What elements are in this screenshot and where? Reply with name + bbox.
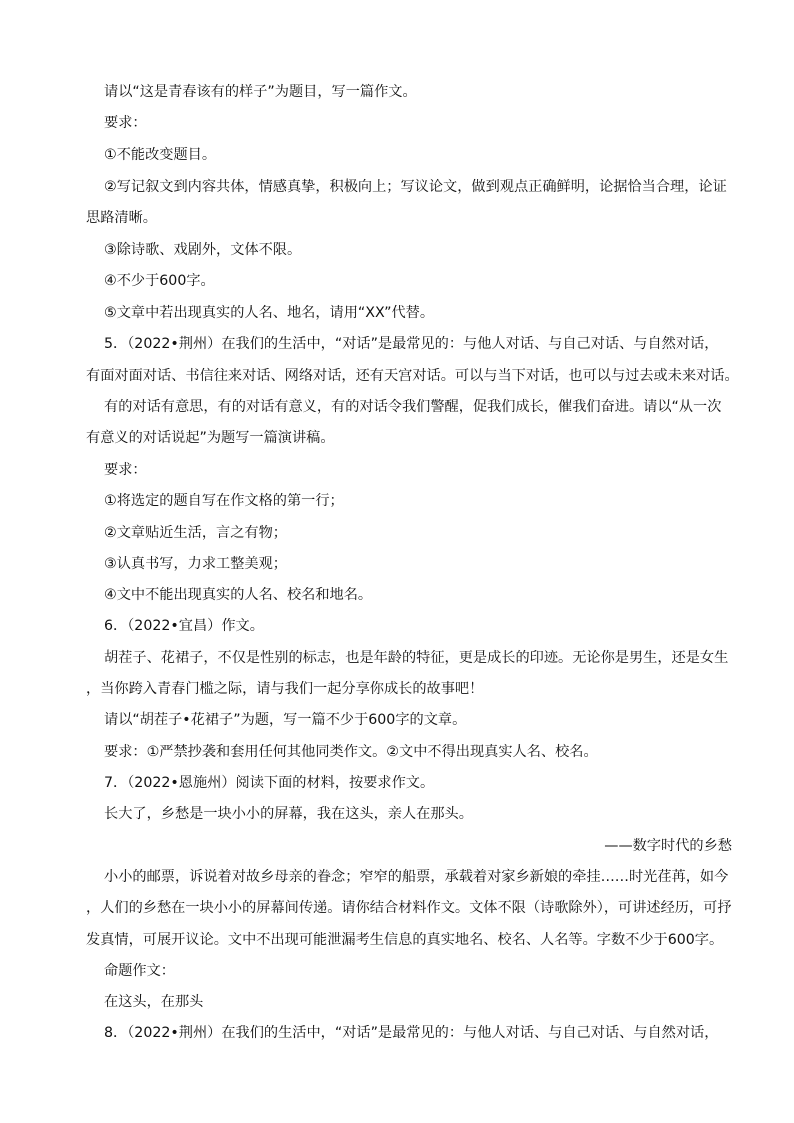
question-6-line: 请以“胡茬子•花裙子”为题，写一篇不少于600字的文章。 [104,712,467,728]
material-source: ——数字时代的乡愁 [604,838,732,854]
question-7-line: 小小的邮票，诉说着对故乡母亲的眷念；窄窄的船票，承载着对家乡新娘的牵挂……时光荏苒，如今 [104,869,729,885]
requirements-heading: 要求： [104,462,147,478]
question-5-line: 有的对话有意思，有的对话有意义，有的对话令我们警醒，促我们成长，催我们奋进。请以“从一次 [104,399,722,415]
requirement-item: ②文章贴近生活，言之有物； [104,525,287,541]
requirement-item-cont: 思路清晰。 [86,210,157,226]
question-5-line: 5．（2022•荆州）在我们的生活中，“对话”是最常见的：与他人对话、与自己对话、与自然对话， [104,336,719,352]
essay-prompt-line: 请以“这是青春该有的样子”为题目，写一篇作文。 [104,84,417,100]
requirement-item: ①不能改变题目。 [104,147,217,163]
question-6-requirements: 要求：①严禁抄袭和套用任何其他同类作文。②文中不得出现真实人名、校名。 [104,744,598,760]
question-6-line: ，当你跨入青春门槛之际，请与我们一起分享你成长的故事吧！ [86,681,484,697]
essay-type-label: 命题作文： [104,963,175,979]
essay-title: 在这头，在那头 [104,994,204,1010]
requirement-item: ④文中不能出现真实的人名、校名和地名。 [104,587,373,603]
question-6-line: 6．（2022•宜昌）作文。 [104,618,264,634]
requirements-heading: 要求： [104,115,147,131]
requirement-item: ③认真书写，力求工整美观； [104,556,287,572]
requirement-item: ①将选定的题自写在作文格的第一行； [104,493,344,509]
question-7-line: 7．（2022•恩施州）阅读下面的材料，按要求作文。 [104,775,435,791]
question-6-line: 胡茬子、花裙子，不仅是性别的标志，也是年龄的特征，更是成长的印迹。无论你是男生，还是女生 [104,650,729,666]
question-7-line: 发真情，可展开议论。文中不出现可能泄漏考生信息的真实地名、校名、人名等。字数不少于600字。 [86,932,724,948]
requirement-item: ④不少于600字。 [104,273,215,289]
requirement-item: ⑤文章中若出现真实的人名、地名，请用“XX”代替。 [104,305,435,321]
requirement-item: ③除诗歌、戏剧外，文体不限。 [104,242,302,258]
question-8-line: 8．（2022•荆州）在我们的生活中，“对话”是最常见的：与他人对话、与自己对话、与自然对话， [104,1025,719,1041]
question-7-material: 长大了，乡愁是一块小小的屏幕，我在这头，亲人在那头。 [104,806,473,822]
question-5-line: 有意义的对话说起”为题写一篇演讲稿。 [86,430,335,446]
question-7-line: ，人们的乡愁在一块小小的屏幕间传递。请你结合材料作文。文体不限（诗歌除外），可讲述经历，可抒 [86,900,732,916]
requirement-item: ②写记叙文到内容共体，情感真挚，积极向上；写议论文，做到观点正确鲜明，论据恰当合理，论证 [104,179,727,195]
question-5-line: 有面对面对话、书信往来对话、网络对话，还有天宫对话。可以与当下对话，也可以与过去或未来对话。 [86,368,739,384]
